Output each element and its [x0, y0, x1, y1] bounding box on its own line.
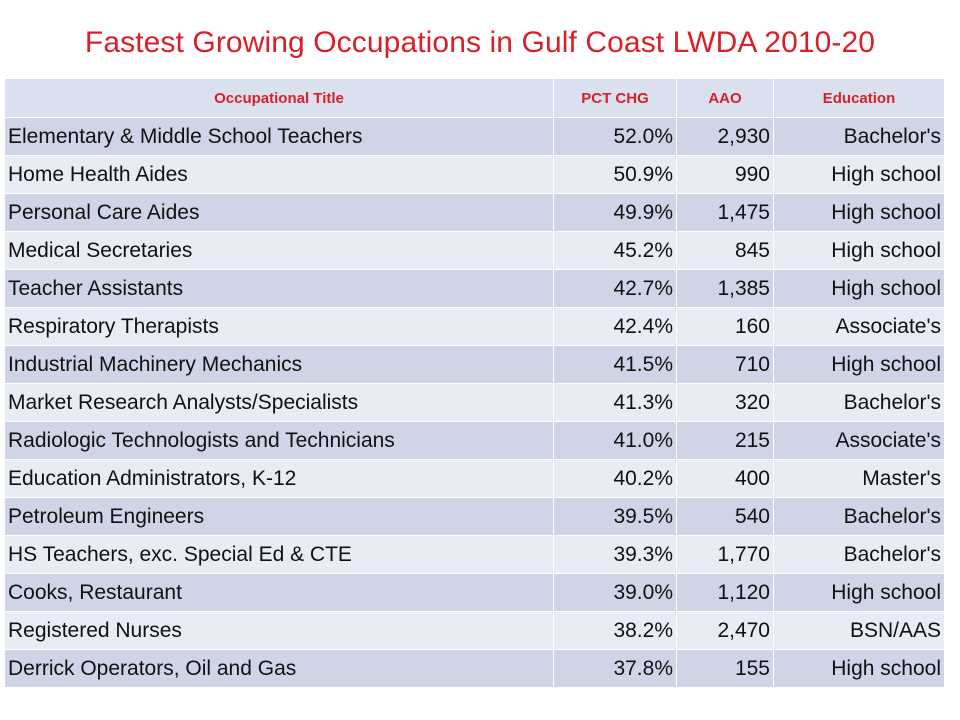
cell-aao: 1,475 — [677, 194, 774, 232]
cell-pct-chg: 38.2% — [554, 612, 677, 650]
cell-occupational-title: Registered Nurses — [5, 612, 554, 650]
table-row — [5, 156, 945, 194]
cell-aao: 215 — [677, 422, 774, 460]
cell-education: Bachelor's — [774, 384, 945, 422]
header-pct-chg: PCT CHG — [554, 79, 677, 118]
cell-occupational-title: Education Administrators, K-12 — [5, 460, 554, 498]
cell-pct-chg: 50.9% — [554, 156, 677, 194]
cell-pct-chg: 41.5% — [554, 346, 677, 384]
cell-education: High school — [774, 346, 945, 384]
cell-pct-chg: 41.3% — [554, 384, 677, 422]
header-occupational-title: Occupational Title — [5, 79, 554, 118]
cell-occupational-title: Medical Secretaries — [5, 232, 554, 270]
cell-aao: 160 — [677, 308, 774, 346]
cell-education: Bachelor's — [774, 536, 945, 574]
cell-occupational-title: HS Teachers, exc. Special Ed & CTE — [5, 536, 554, 574]
cell-education: High school — [774, 574, 945, 612]
cell-aao: 710 — [677, 346, 774, 384]
cell-education: Master's — [774, 460, 945, 498]
cell-pct-chg: 37.8% — [554, 650, 677, 688]
table-row — [5, 460, 945, 498]
cell-pct-chg: 39.5% — [554, 498, 677, 536]
table-row — [5, 498, 945, 536]
cell-education: BSN/AAS — [774, 612, 945, 650]
table-row — [5, 384, 945, 422]
cell-education: Bachelor's — [774, 498, 945, 536]
header-education: Education — [774, 79, 945, 118]
cell-occupational-title: Teacher Assistants — [5, 270, 554, 308]
cell-occupational-title: Home Health Aides — [5, 156, 554, 194]
cell-aao: 845 — [677, 232, 774, 270]
cell-pct-chg: 45.2% — [554, 232, 677, 270]
header-aao: AAO — [677, 79, 774, 118]
cell-pct-chg: 41.0% — [554, 422, 677, 460]
cell-education: Associate's — [774, 308, 945, 346]
cell-occupational-title: Respiratory Therapists — [5, 308, 554, 346]
cell-education: Bachelor's — [774, 118, 945, 156]
cell-aao: 400 — [677, 460, 774, 498]
cell-occupational-title: Derrick Operators, Oil and Gas — [5, 650, 554, 688]
cell-aao: 2,930 — [677, 118, 774, 156]
table-body — [5, 118, 945, 688]
cell-occupational-title: Petroleum Engineers — [5, 498, 554, 536]
cell-pct-chg: 39.0% — [554, 574, 677, 612]
table-row — [5, 270, 945, 308]
cell-aao: 155 — [677, 650, 774, 688]
table-row — [5, 118, 945, 156]
table-row — [5, 536, 945, 574]
table-header-row — [5, 79, 945, 118]
table-row — [5, 650, 945, 688]
cell-education: High school — [774, 156, 945, 194]
table-row — [5, 422, 945, 460]
cell-aao: 540 — [677, 498, 774, 536]
cell-pct-chg: 49.9% — [554, 194, 677, 232]
cell-aao: 320 — [677, 384, 774, 422]
cell-occupational-title: Radiologic Technologists and Technicians — [5, 422, 554, 460]
occupations-table — [4, 78, 945, 688]
cell-pct-chg: 40.2% — [554, 460, 677, 498]
cell-aao: 1,385 — [677, 270, 774, 308]
cell-aao: 1,120 — [677, 574, 774, 612]
table-row — [5, 574, 945, 612]
cell-occupational-title: Elementary & Middle School Teachers — [5, 118, 554, 156]
table-row — [5, 346, 945, 384]
cell-education: High school — [774, 232, 945, 270]
cell-education: High school — [774, 270, 945, 308]
cell-aao: 2,470 — [677, 612, 774, 650]
cell-aao: 1,770 — [677, 536, 774, 574]
cell-occupational-title: Personal Care Aides — [5, 194, 554, 232]
cell-occupational-title: Market Research Analysts/Specialists — [5, 384, 554, 422]
cell-education: High school — [774, 650, 945, 688]
cell-pct-chg: 42.7% — [554, 270, 677, 308]
cell-pct-chg: 39.3% — [554, 536, 677, 574]
table-row — [5, 612, 945, 650]
cell-aao: 990 — [677, 156, 774, 194]
table-row — [5, 232, 945, 270]
table-row — [5, 308, 945, 346]
cell-pct-chg: 52.0% — [554, 118, 677, 156]
cell-pct-chg: 42.4% — [554, 308, 677, 346]
cell-education: High school — [774, 194, 945, 232]
cell-occupational-title: Industrial Machinery Mechanics — [5, 346, 554, 384]
cell-education: Associate's — [774, 422, 945, 460]
cell-occupational-title: Cooks, Restaurant — [5, 574, 554, 612]
page-title: Fastest Growing Occupations in Gulf Coast LWDA 2010-20 — [84, 26, 876, 59]
table-row — [5, 194, 945, 232]
